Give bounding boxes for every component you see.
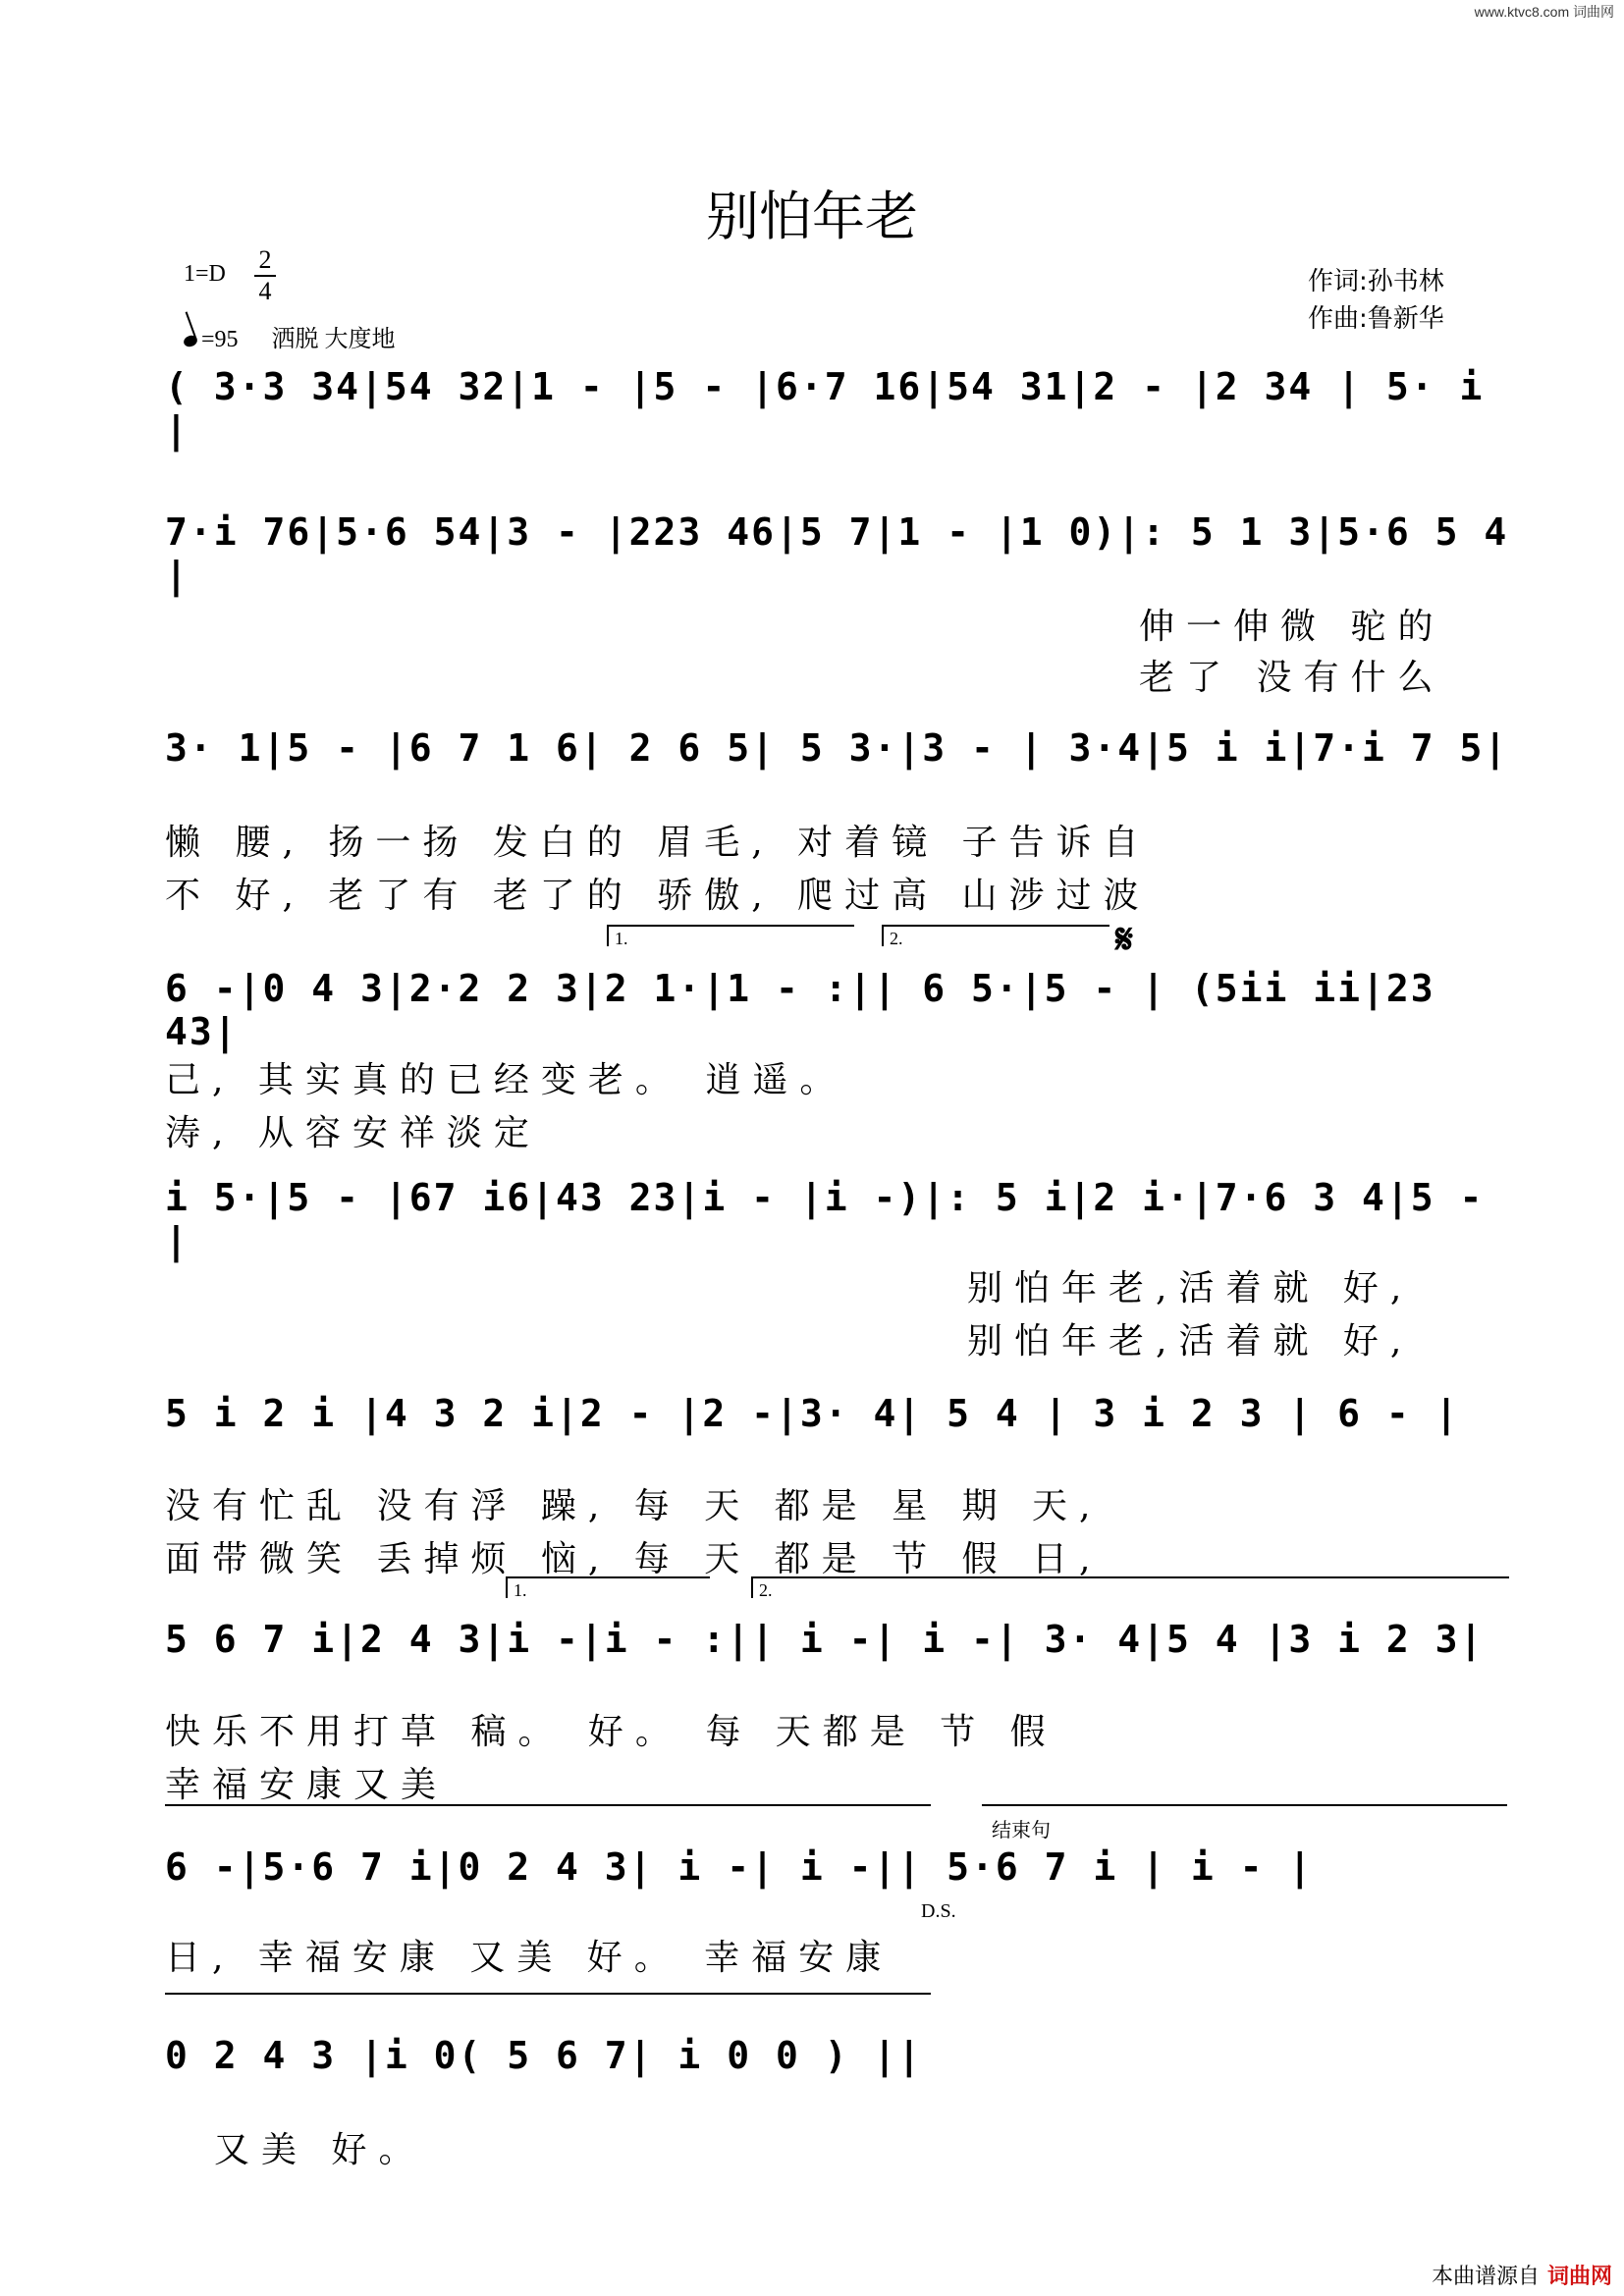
lyric-row-6-verse-1: 没有忙乱 没有浮 躁, 每 天 都是 星 期 天, — [165, 1486, 1103, 1526]
volta-1-row-7: 1. — [506, 1576, 710, 1598]
lyric-row-5-verse-2: 别怕年老,活着就 好, — [967, 1321, 1414, 1362]
volta-2-row-4: 2. — [882, 925, 1110, 946]
notation-row-6: 5 i 2 i |4 3 2 i|2 - |2 -|3· 4| 5 4 | 3 i 2 3 | 6 - | — [165, 1392, 1460, 1435]
bracket-line-row-8b — [982, 1804, 1507, 1806]
time-sig-top: 2 — [258, 245, 272, 274]
lyric-row-2-verse-2: 老了 没有什么 — [1139, 658, 1445, 698]
stave-row-9 — [165, 2034, 1520, 2103]
stave-row-6 — [165, 1392, 1520, 1461]
composer: 作曲:鲁新华 — [1308, 304, 1444, 334]
key-signature: 1=D — [184, 261, 226, 287]
notation-row-3: 3· 1|5 - |6 7 1 6| 2 6 5| 5 3·|3 - | 3·4|5 i i|7·i 7 5| — [165, 726, 1509, 770]
footer-source — [1432, 2260, 1612, 2290]
lyric-row-9-verse-1: 又美 好。 — [214, 2130, 426, 2170]
stave-row-2 — [165, 510, 1520, 597]
time-sig-bottom: 4 — [258, 277, 272, 305]
stave-row-8 — [165, 1845, 1520, 1914]
dal-segno-label: D.S. — [921, 1900, 956, 1922]
bracket-line-row-8 — [165, 1804, 931, 1806]
bracket-line-row-9 — [165, 1993, 931, 1995]
tempo-value: =95 — [201, 327, 239, 352]
stave-row-5 — [165, 1176, 1520, 1262]
lyric-row-7-verse-1: 快乐不用打草 稿。 好。 每 天都是 节 假 — [165, 1712, 1057, 1752]
notation-row-8: 6 -|5·6 7 i|0 2 4 3| i -| i -|| 5·6 7 i | i - | — [165, 1845, 1314, 1889]
lyricist: 作词:孙书林 — [1308, 267, 1444, 296]
stave-row-7 — [165, 1618, 1520, 1686]
notation-row-5: i 5·|5 - |67 i6|43 23|i - |i -)|: 5 i|2 i·|7·6 3 4|5 - | — [165, 1176, 1485, 1262]
ending-phrase-label: 结束句 — [992, 1820, 1051, 1842]
notation-row-1: ( 3·3 34|54 32|1 - |5 - |6·7 16|54 31|2 - |2 34 | 5· i | — [165, 365, 1485, 452]
site-watermark: www.ktvc8.com 词曲网 — [1474, 4, 1614, 20]
tempo-marking — [184, 319, 396, 353]
notation-row-4: 6 -|0 4 3|2·2 2 3|2 1·|1 - :|| 6 5·|5 - | (5ii ii|23 43| — [165, 967, 1435, 1053]
stave-row-3 — [165, 726, 1520, 795]
quarter-note-icon — [183, 334, 199, 348]
lyric-row-7-verse-2: 幸福安康又美 — [165, 1765, 449, 1805]
notation-row-2: 7·i 76|5·6 54|3 - |223 46|5 7|1 - |1 0)|: 5 1 3|5·6 5 4 | — [165, 510, 1509, 597]
lyric-row-2-verse-1: 伸一伸微 驼的 — [1139, 607, 1445, 647]
time-signature — [251, 245, 279, 306]
credits — [1308, 263, 1444, 338]
song-title: 别怕年老 — [706, 186, 918, 247]
stave-row-4 — [165, 967, 1520, 1053]
lyric-row-8-verse-1: 日, 幸福安康 又美 好。 幸福安康 — [165, 1938, 893, 1978]
expression-marking: 洒脱 大度地 — [271, 327, 396, 352]
segno-icon: 𝄋 — [1115, 915, 1134, 963]
stave-row-1 — [165, 365, 1520, 452]
notation-row-7: 5 6 7 i|2 4 3|i -|i - :|| i -| i -| 3· 4|5 4 |3 i 2 3| — [165, 1618, 1485, 1661]
lyric-row-3-verse-1: 懒 腰, 扬一扬 发白的 眉毛, 对着镜 子告诉自 — [165, 823, 1151, 863]
lyric-row-5-verse-1: 别怕年老,活着就 好, — [967, 1268, 1414, 1308]
footer-source-text: 本曲谱源自 — [1431, 2265, 1540, 2289]
lyric-row-4-verse-2: 涛, 从容安祥淡定 — [165, 1113, 541, 1153]
lyric-row-4-verse-1: 己, 其实真的已经变老。 逍遥。 — [165, 1060, 847, 1100]
lyric-row-3-verse-2: 不 好, 老了有 老了的 骄傲, 爬过高 山涉过波 — [165, 876, 1151, 916]
notation-row-9: 0 2 4 3 |i 0( 5 6 7| i 0 0 ) || — [165, 2034, 923, 2077]
lyric-row-6-verse-2: 面带微笑 丢掉烦 恼, 每 天 都是 节 假 日, — [165, 1539, 1103, 1579]
footer-brand: 词曲网 — [1546, 2265, 1612, 2289]
volta-1-row-4: 1. — [607, 925, 854, 946]
volta-2-row-7: 2. — [751, 1576, 1509, 1598]
